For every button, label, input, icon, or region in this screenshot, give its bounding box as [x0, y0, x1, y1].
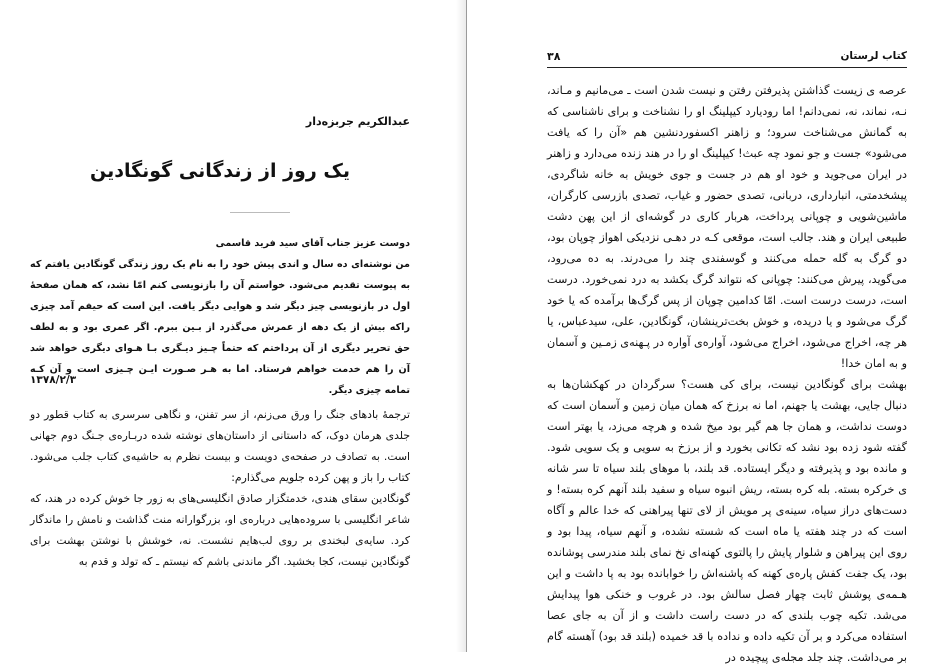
- running-title: کتاب لرستان: [840, 50, 907, 62]
- story-title: یک روز از زندگانی گونگادین: [89, 160, 351, 182]
- left-body-text: [30, 404, 410, 572]
- body-paragraph: بهشت برای گونگادین نیست، برای کی هست؟ سرگردان در کهکشان‌ها به دنبال جایی، بهشت یا جهنم، اما نه برزخ که همان میان زمین و آسمان است که دوست نداشت، و همان جا هم گیر بود میخ شده و هرچه می‌زد، یا بهتر است گفته شود زده بود نشد که تکانی بخورد و از برزخ به سویی و یک سویی شود. و مانده بود و پذیرفته و دیگر ایستاده. قد بلند، با موهای بلند سیاه تا سر شانه ی خرکره بسته. بله کره بسته، ریش انبوه سیاه و سفید بلند آنهم کره بسته! و دست‌های دراز سیاه، سینه‌ی پر مویش از لای تنها پیراهنی که خدا عالم و آگاه است که در چند هفته یا ماه است که شسته نشده، و آنهم سیاه، پیدا بود و روی این پیراهن و شلوار پایش را پالتوی کهنه‌ای نخ نمای بلند مندرسی پوشانده بود، یک جفت کفش پاره‌ی کهنه که پاشنه‌اش را خوابانده بود به پا داشت و این هـمه‌ی پوشش ثابت چهار فصل سالش بود. در غروب و خنکی هوا پیدایش می‌شد. تکیه چوب بلندی که در دست راست داشت و از آن به جای عصا استفاده می‌کرد و بر آن تکیه داده و نداده با قد خمیده (بلند قد بود) آهسته گام بر می‌داشت. چند جلد مجله‌ی پیچیده در: [547, 378, 907, 664]
- body-paragraph: عرصه ی زیست گذاشتن پذیرفتن رفتن و نیست شدن است ـ می‌مانیم و مـاند، نـه، نماند، نه، نمی‌دانم! اما رودیارد کیپلینگ او را نشناخت و برای ناشناسی که به گمانش می‌شناخت سرود؛ و زاهنر اکسفوردنشین هم «آن را که یافت می‌شود» جست و جو نمود چه عبث! کیپلینگ او را در هند زنده می‌دارد و زاهنر در ایران می‌جوید و خود او هم در جست و جوی خویش به خانه شاگردی، پیشخدمتی، انبارداری، دربانی، تصدی حضور و غیاب، تصدی بازرسی کارگران، ماشین‌شویی و چوپانی پرداخت، هربار کاری در گوشه‌ای از این پهن دشت طبیعی ایران و هند. جالب است، موقعی کـه در دهـی نزدیکی اهواز چوپان بود، دو گرگ به گله حمله می‌کنند و گوسفندی چند را می‌درند. به ده می‌رود، می‌گوید، پیرش می‌کنند: چوپانی که نتواند گرگ بکشد به درد نمی‌خورد. درست است، درست درست است. امّا کدامین چوپان از پس گرگ‌ها برآمده که یا خود گرگ می‌شود و یا دریده، و خوش بخت‌ترینشان، گونگادین، علی، سیدعباس، یا هر چه، اخراج می‌شود، اخراج می‌شود، آواره‌ی آواره در پـهنه‌ی زمـین و آسمان و به امان خدا!: [547, 84, 907, 370]
- letter-date: ۱۳۷۸/۲/۳: [30, 374, 77, 386]
- body-paragraph: گونگادین سقای هندی، خدمتگزار صادق انگلیسی‌های به زور جا خوش کرده در هند، که شاعر انگلیسی با سروده‌هایی درباره‌ی او، بزرگوارانه منت گذاشت و نامش را ماندگار کرد. سایه‌ی لبخندی بر روی لب‌هایم نشست. نه، خوشش با نوشتن بهشت برای گونگادین نیست، کجا بخشید. اگر ماندنی باشم که نیستم ـ که تولد و قدم به: [30, 492, 410, 568]
- running-header: [547, 50, 907, 68]
- page-number: ۳۸: [547, 50, 561, 63]
- letter-body: من نوشته‌ای ده سال و اندی پیش خود را به نام یک روز زندگی گونگادین یافتم که به پیوست تقدیم می‌شود. خواستم آن را بازنویسی کنم امّا نشد، که همان صفحهٔ اول در بازنویسی چیز دیگر شد و هوایی دیگر یافت. این است که حیفم آمد چیزی راکه بیش از یک دهه از عمرش می‌گذرد از بـین ببرم. اگر عمری بود و به لطف حق تحریر دیگری از آن پرداختم که حتماً چـیز دیـگری بـا هـوای دیگری خواهد شد آن را هم خدمت خواهم فرستاد. اما به هـر صـورت ایـن چـیزی است و آن کـه تمامه چیزی دیگر.: [30, 259, 410, 396]
- author-name: عبدالکریم جربزه‌دار: [305, 115, 410, 128]
- gutter-shadow-left: [456, 0, 466, 652]
- title-divider: [230, 212, 290, 213]
- body-paragraph: ترجمهٔ بادهای جنگ را ورق می‌زنم، از سر تفنن، و نگاهی سرسری به کتاب قطور دو جلدی هرمان دوک، که داستانی از داستان‌های نوشته شده دربـاره‌ی جـنگ دوم جهانی است. به تصادف در صفحه‌ی دویست و بیست نظرم به حاشیه‌ی کتاب جلب می‌شود. کتاب را باز و پهن کرده جلویم می‌گذارم:: [30, 408, 410, 484]
- right-body-text: [547, 80, 907, 668]
- dedication-letter: [30, 233, 410, 401]
- right-page: [467, 0, 931, 664]
- letter-salutation: دوست عزیز جناب آقای سید فرید قاسمی: [215, 238, 410, 249]
- left-page: [0, 0, 467, 652]
